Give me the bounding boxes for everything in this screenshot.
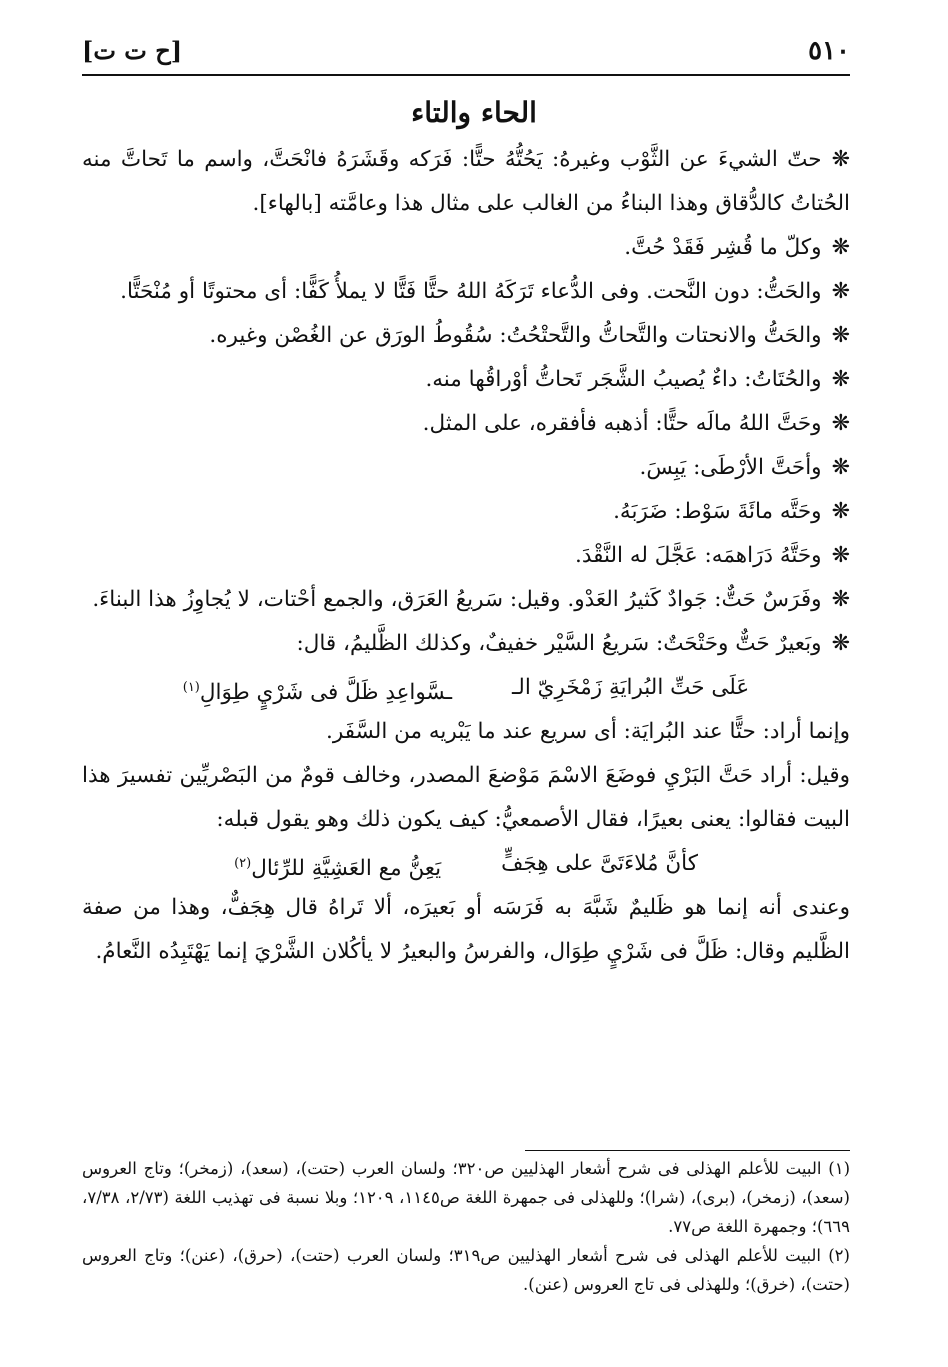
- star-icon: ❋: [831, 587, 850, 612]
- footnote: (١) البيت للأعلم الهذلى فى شرح أشعار الهذليين ص٣٢٠؛ ولسان العرب (حتت)، (سعد)، (زمخر)؛ وتاج العروس (سعد)، (زمخر)، (برى)، (شرا)؛ وللهذلى فى جمهرة اللغة ص١١٤٥، ١٢٠٩؛ وبلا نسبة فى تهذيب اللغة (٢/٧٣، ٧/٣٨، ٦٦٩)؛ وجمهرة اللغة ص٧٧.: [82, 1159, 850, 1236]
- star-icon: ❋: [831, 455, 850, 480]
- main-text: [82, 138, 850, 974]
- paragraph: وقيل: أراد حَتَّ البَرْيِ فوضَعَ الاسْمَ مَوْضعَ المصدر، وخالف قومٌ من البَصْريِّين تفسيرَ هذا البيت فقالوا: يعنى بعيرًا، فقال الأصمعيُّ: كيف يكون ذلك وهو يقول قبله:: [82, 763, 850, 832]
- entry: ❋وحَتَّه مائَةَ سَوْط: ضَرَبَهُ.: [82, 490, 850, 534]
- entry: ❋وحَتَّ اللهُ مالَه حتًّا: أذهبه فأفقره، على المثل.: [82, 402, 850, 446]
- verse-hemistich: كأنَّ مُلاءَتَىَّ على هِجَفٍّ: [501, 851, 698, 876]
- page-title: الحاء والتاء: [411, 96, 537, 129]
- header-rule: [82, 74, 850, 76]
- entry: ❋وكلّ ما قُشِر فَقَدْ حُتَّ.: [82, 226, 850, 270]
- star-icon: ❋: [831, 323, 850, 348]
- verse-hemistich: عَلَى حَتِّ البُرايَةِ زَمْخَرِيّ الـ: [512, 675, 750, 700]
- footnotes: [82, 1154, 850, 1299]
- star-icon: ❋: [831, 631, 850, 656]
- verse-hemistich: ـسَّواعِدِ ظَلَّ فى شَرْيٍ طِوَالِ$^{(١)}$: [182, 680, 452, 706]
- footnote-ref: (١): [182, 680, 200, 695]
- entry: ❋وبَعيرٌ حَتٌّ وحَتْحَتٌ: سَريعُ السَّيْر خفيفٌ، وكذلك الظَّليمُ، قال:: [82, 622, 850, 666]
- star-icon: ❋: [831, 279, 850, 304]
- footnote-ref: (٢): [234, 856, 252, 871]
- star-icon: ❋: [831, 411, 850, 436]
- entry: ❋والحَتُّ: دون النَّحت. وفى الدُّعاء تَرَكَهُ اللهُ حتًّا فَتًّا لا يملأُ كَفًّا: أى محتوتًا أو مُنْحَتًّا.: [82, 270, 850, 314]
- footnote-rule: [525, 1150, 850, 1151]
- page-header: [82, 30, 850, 70]
- star-icon: ❋: [831, 367, 850, 392]
- verse-line: [82, 666, 850, 710]
- paragraph: وإنما أراد: حتًّا عند البُرايَة: أى سريع عند ما يَبْريه من السَّفَر.: [326, 719, 850, 744]
- footnote: (٢) البيت للأعلم الهذلى فى شرح أشعار الهذليين ص٣١٩؛ ولسان العرب (حتت)، (حرق)، (عنن)؛ وتاج العروس (حتت)، (خرق)؛ وللهذلى فى تاج العروس (عنن).: [82, 1246, 850, 1294]
- section-tag: [ح ت ت]: [82, 36, 183, 65]
- entry: ❋وأحَتَّ الأرْطَى: يَبِسَ.: [82, 446, 850, 490]
- star-icon: ❋: [831, 235, 850, 260]
- entry: ❋حتّ الشيءَ عن الثَّوْب وغيرهُ: يَحُتُّهُ حتًّا: فَرَكه وقَشَرَهُ فانْحَتَّ، واسم ما تَحاتَّ منه الحُتاتُ كالدُّقاق وهذا البناءُ من الغالب على مثال هذا وعامَّته [بالهاء].: [82, 138, 850, 226]
- verse-line: [82, 842, 850, 886]
- entry: ❋والحُتَاتُ: داءٌ يُصيبُ الشَّجَر تَحاتُّ أوْراقُها منه.: [82, 358, 850, 402]
- entry: ❋والحَتُّ والانحتات والتَّحاتُّ والتَّحتْحُتُ: سُقُوطُ الورَق عن الغُصْن وغيره.: [82, 314, 850, 358]
- star-icon: ❋: [831, 543, 850, 568]
- star-icon: ❋: [831, 147, 850, 172]
- page-number: ٥١٠: [808, 36, 850, 66]
- star-icon: ❋: [831, 499, 850, 524]
- paragraph: وعندى أنه إنما هو ظَليمٌ شَبَّهَ به فَرَسَه أو بَعيرَه، ألا تَراهُ قال هِجَفٌّ، وهذا من صفة الظَّليم وقال: ظَلَّ فى شَرْيٍ طِوَال، والفرسُ والبعيرُ لا يأكُلان الشَّرْيَ إنما يَهْتَبِدُه النَّعامُ.: [82, 895, 850, 964]
- entry: ❋وفَرَسٌ حَتٌّ: جَوادٌ كَثيرُ العَدْو. وقيل: سَريعُ العَرَق، والجمع أحْتات، لا يُجاوِزُ هذا البناءَ.: [82, 578, 850, 622]
- verse-hemistich: يَعِنُّ مع العَشِيَّةِ للرِّئال$^{(٢)}$: [234, 856, 442, 882]
- entry: ❋وحَتَّهُ دَرَاهمَه: عَجَّلَ له النَّقْدَ.: [82, 534, 850, 578]
